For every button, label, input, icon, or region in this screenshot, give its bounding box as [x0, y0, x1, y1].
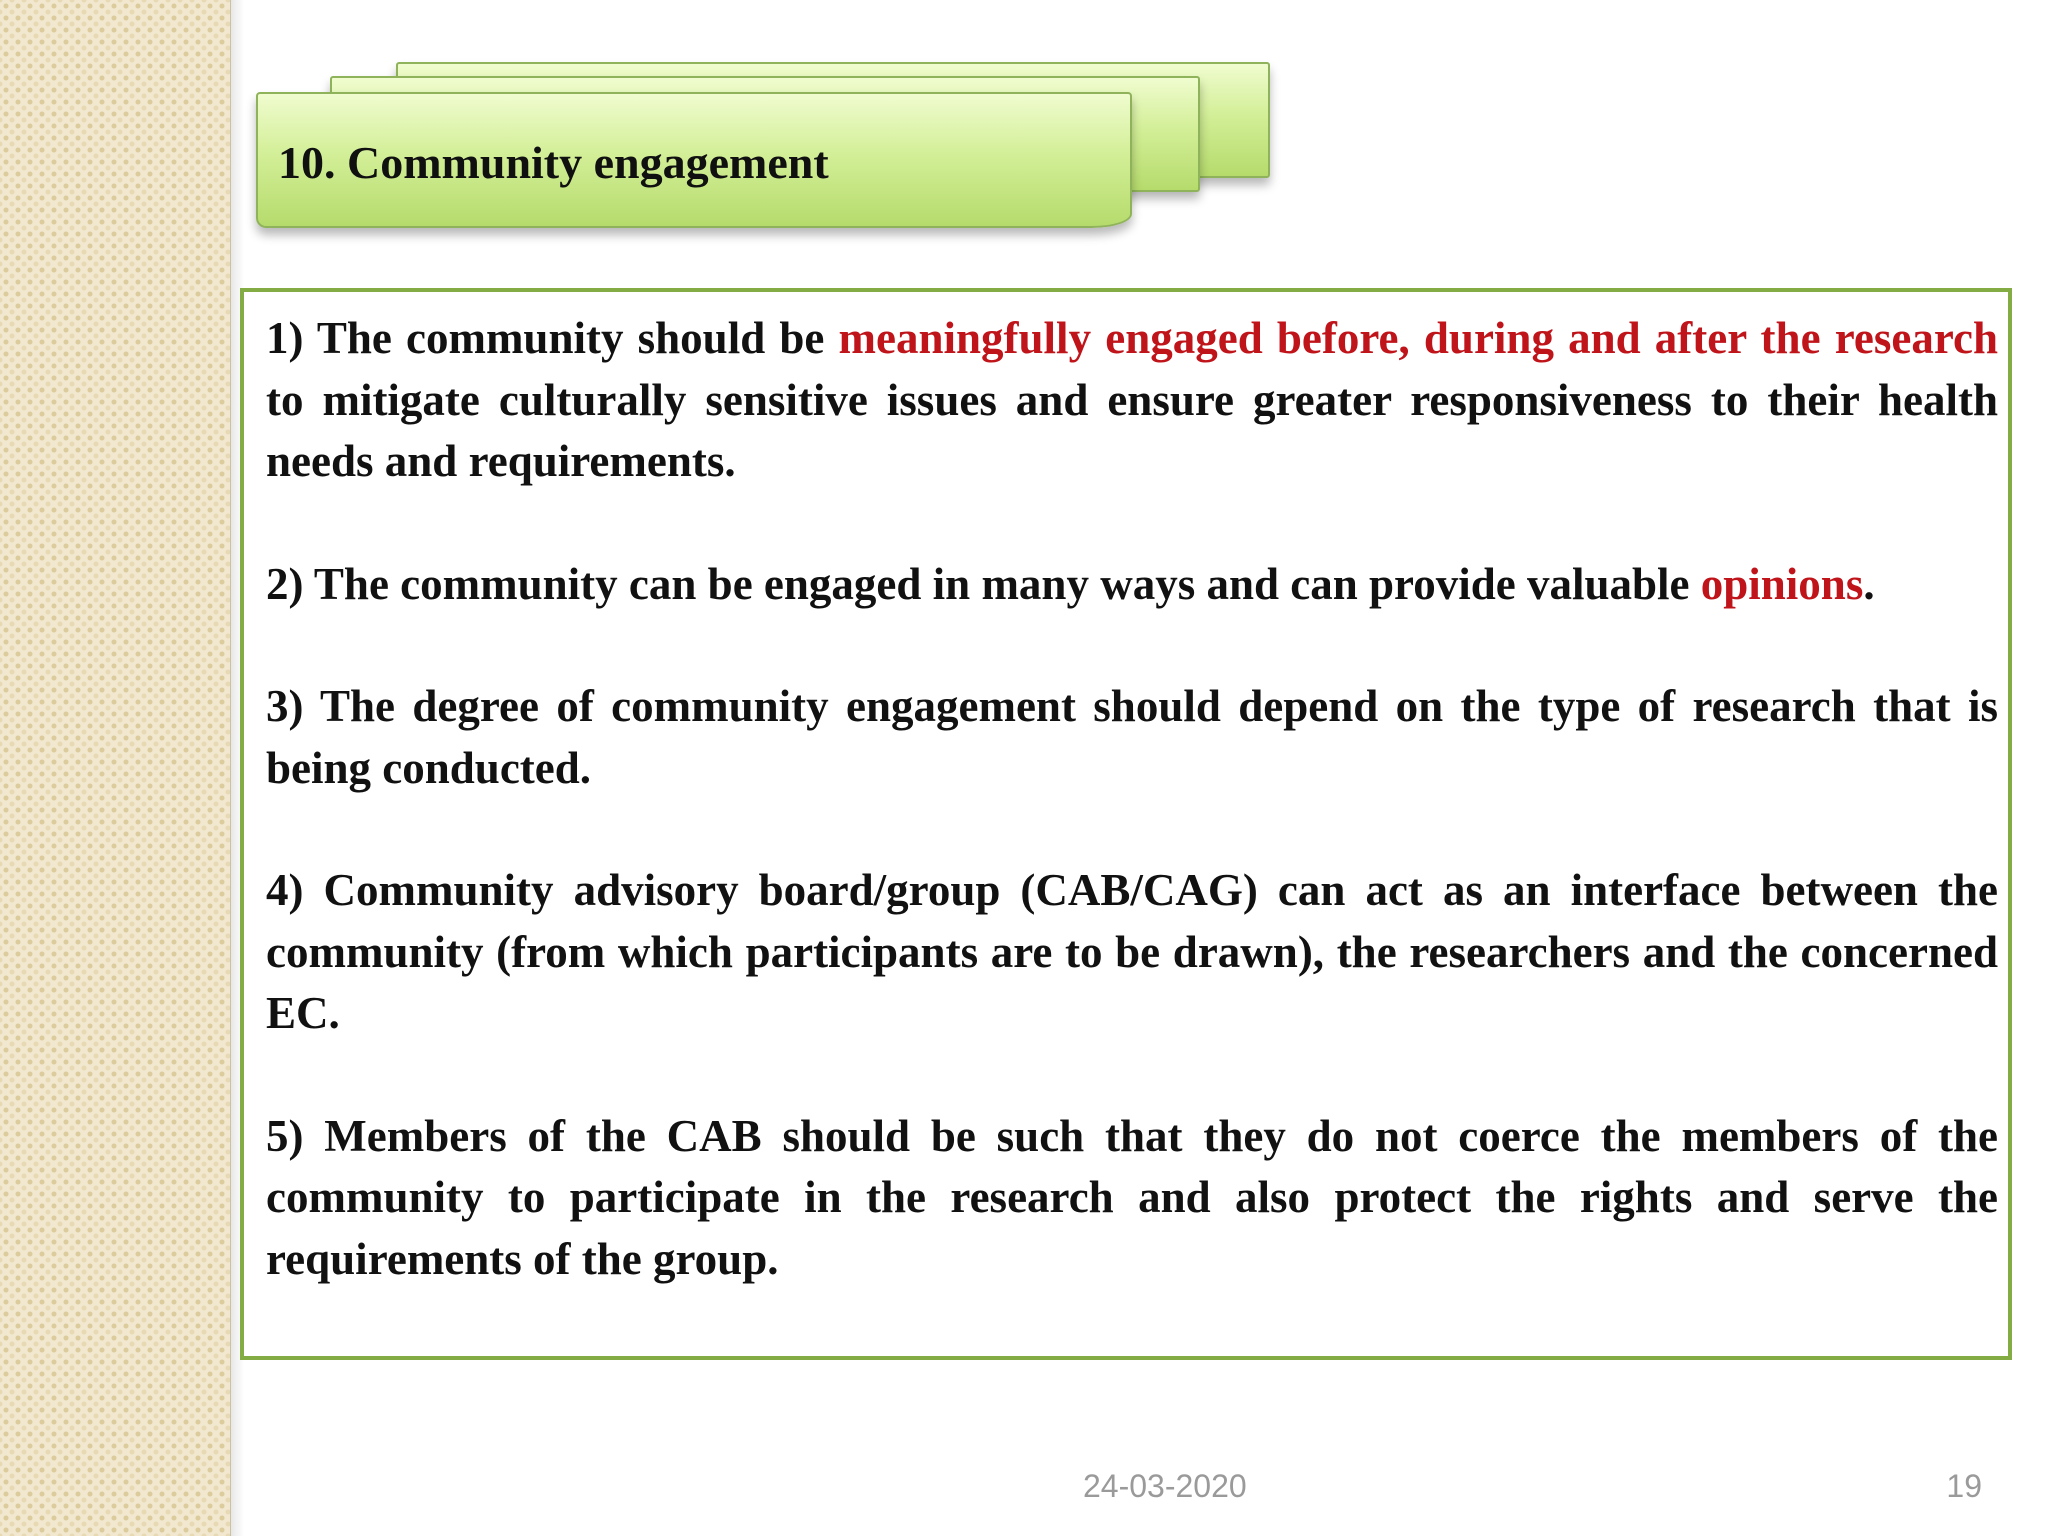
list-item	[266, 860, 1998, 1045]
list-item	[266, 676, 1998, 799]
item-text: 3) The degree of community engagement should depend on the type of research that is being conducted.	[266, 681, 1998, 793]
slide-title: 10. Community engagement	[278, 137, 829, 188]
highlighted-text: meaningfully engaged before, during and after the research	[838, 313, 1998, 363]
page-number: 19	[1946, 1468, 1982, 1504]
item-text: .	[1863, 558, 1875, 609]
content-box	[240, 288, 2012, 1360]
item-text: 2) The community can be engaged in many ways and can provide valuable	[266, 558, 1701, 609]
decorative-side-strip	[0, 0, 231, 1536]
item-text: 4) Community advisory board/group (CAB/CAG) can act as an interface between the community (from which participants are to be drawn), the researchers and the concerned EC.	[266, 865, 1998, 1038]
list-item	[266, 554, 1998, 616]
list-item	[266, 308, 1998, 493]
highlighted-text: opinions	[1700, 558, 1864, 609]
bullet-list	[266, 308, 1998, 1290]
item-text: 1) The community should be	[266, 313, 839, 363]
item-text: to mitigate culturally sensitive issues and ensure greater responsiveness to their health needs and requirements.	[266, 374, 1998, 486]
list-item	[266, 1106, 1998, 1291]
footer-date: 24-03-2020	[1083, 1468, 1247, 1504]
item-text: 5) Members of the CAB should be such that they do not coerce the members of the community to participate in the research and also protect the rights and serve the requirements of the group.	[266, 1110, 1998, 1284]
